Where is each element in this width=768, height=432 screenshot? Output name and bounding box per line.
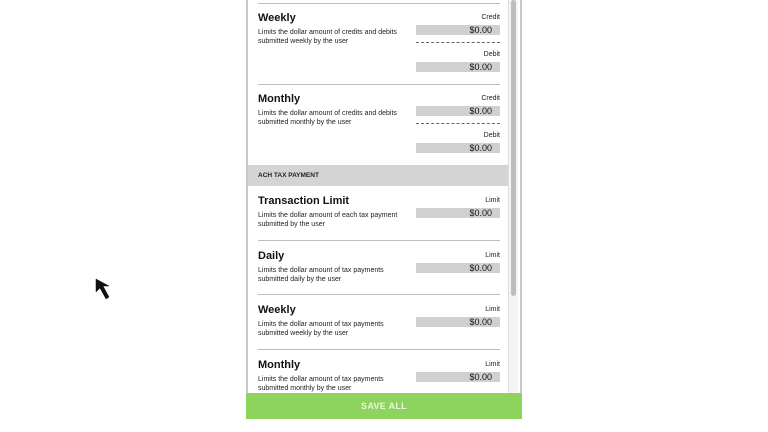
tax-daily-limit-row — [258, 248, 500, 288]
tax-monthly-limit-description: Limits the dollar amount of tax payments submitted monthly by the user — [258, 376, 384, 392]
tax-daily-limit-title: Daily — [258, 250, 285, 262]
tax-daily-limit-label: Limit — [485, 252, 500, 259]
tax-weekly-limit-label: Limit — [485, 306, 500, 313]
weekly-limit-title: Weekly — [258, 12, 296, 24]
tax-daily-limit-input[interactable]: $0.00 — [416, 263, 500, 273]
weekly-credit-input[interactable]: $0.00 — [416, 25, 500, 35]
weekly-debit-label: Debit — [483, 51, 500, 58]
tax-weekly-limit-description: Limits the dollar amount of tax payments submitted weekly by the user — [258, 321, 384, 337]
save-all-button[interactable]: SAVE ALL — [246, 393, 522, 419]
tax-weekly-limit-title: Weekly — [258, 304, 296, 316]
monthly-credit-label: Credit — [481, 95, 500, 102]
weekly-limit-row — [258, 10, 500, 82]
tax-monthly-limit-row — [258, 357, 500, 393]
mouse-pointer-icon — [95, 278, 119, 302]
tax-monthly-limit-title: Monthly — [258, 359, 301, 371]
tax-transaction-limit-row — [258, 193, 500, 233]
monthly-limit-row — [258, 91, 500, 163]
vertical-scrollbar[interactable] — [508, 0, 518, 393]
ach-tax-section-header: ACH TAX PAYMENT — [248, 165, 510, 186]
tax-transaction-limit-description: Limits the dollar amount of each tax payment submitted by the user — [258, 212, 398, 228]
tax-weekly-limit-row — [258, 302, 500, 342]
monthly-limit-title: Monthly — [258, 93, 301, 105]
tax-monthly-limit-input[interactable]: $0.00 — [416, 372, 500, 382]
weekly-credit-label: Credit — [481, 14, 500, 21]
divider — [258, 349, 500, 350]
divider — [258, 240, 500, 241]
tax-monthly-limit-label: Limit — [485, 361, 500, 368]
monthly-credit-input[interactable]: $0.00 — [416, 106, 500, 116]
dashed-separator — [416, 42, 500, 43]
tax-transaction-limit-input[interactable]: $0.00 — [416, 208, 500, 218]
tax-transaction-limit-label: Limit — [485, 197, 500, 204]
tax-daily-limit-description: Limits the dollar amount of tax payments submitted daily by the user — [258, 267, 384, 283]
scrollbar-thumb[interactable] — [511, 0, 516, 296]
weekly-limit-description: Limits the dollar amount of credits and debits submitted weekly by the user — [258, 29, 397, 45]
limits-panel — [246, 0, 522, 432]
weekly-debit-input[interactable]: $0.00 — [416, 62, 500, 72]
tax-weekly-limit-input[interactable]: $0.00 — [416, 317, 500, 327]
monthly-limit-description: Limits the dollar amount of credits and debits submitted monthly by the user — [258, 110, 397, 126]
divider — [258, 294, 500, 295]
divider — [258, 3, 500, 4]
tax-transaction-limit-title: Transaction Limit — [258, 195, 350, 207]
monthly-debit-label: Debit — [483, 132, 500, 139]
monthly-debit-input[interactable]: $0.00 — [416, 143, 500, 153]
dashed-separator — [416, 123, 500, 124]
divider — [258, 84, 500, 85]
limits-scroll-area[interactable] — [246, 0, 522, 393]
